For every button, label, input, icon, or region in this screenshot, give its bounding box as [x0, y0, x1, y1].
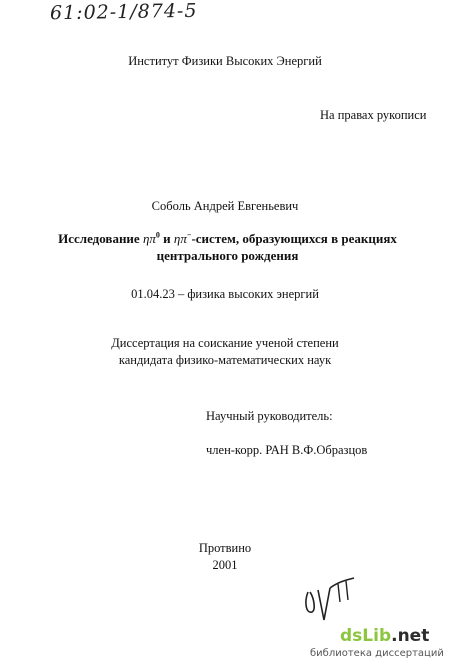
- title-math-eta-pi0: ηπ: [142, 231, 156, 246]
- degree-line-2: кандидата физико-математических наук: [118, 353, 332, 367]
- handwritten-catalog-code: 61:02-1/874-5: [49, 0, 198, 25]
- watermark-subtitle: библиотека диссертаций: [310, 648, 444, 659]
- watermark-logo-part1: dsLib: [340, 626, 392, 646]
- manuscript-rights-note: На правах рукописи: [320, 108, 427, 122]
- title-text-start: Исследование: [58, 231, 143, 246]
- author-name: Соболь Андрей Евгеньевич: [151, 199, 299, 213]
- watermark-logo-part2: .net: [391, 626, 430, 646]
- supervisor-name: член-корр. РАН В.Ф.Образцов: [206, 443, 368, 457]
- title-text-end: -систем, образующихся в реакциях центрального рождения: [156, 231, 397, 263]
- institute-name: Институт Физики Высоких Энергий: [128, 54, 322, 68]
- title-superscript-minus: −: [186, 230, 192, 240]
- watermark-logo[interactable]: [340, 626, 429, 646]
- title-math-eta-pi-minus: ηπ: [173, 231, 187, 246]
- specialty-code: 01.04.23 – физика высоких энергий: [131, 287, 319, 301]
- dissertation-title: [30, 230, 425, 264]
- handwritten-signature: [300, 572, 360, 627]
- title-text-and: и: [159, 231, 174, 246]
- title-superscript-zero: 0: [155, 230, 160, 240]
- city: Протвино: [198, 541, 252, 555]
- year: 2001: [212, 558, 238, 572]
- degree-line-1: Диссертация на соискание ученой степени: [111, 336, 339, 350]
- city-and-year: [0, 540, 450, 574]
- supervisor-label: Научный руководитель:: [206, 409, 333, 423]
- degree-statement: [0, 335, 450, 369]
